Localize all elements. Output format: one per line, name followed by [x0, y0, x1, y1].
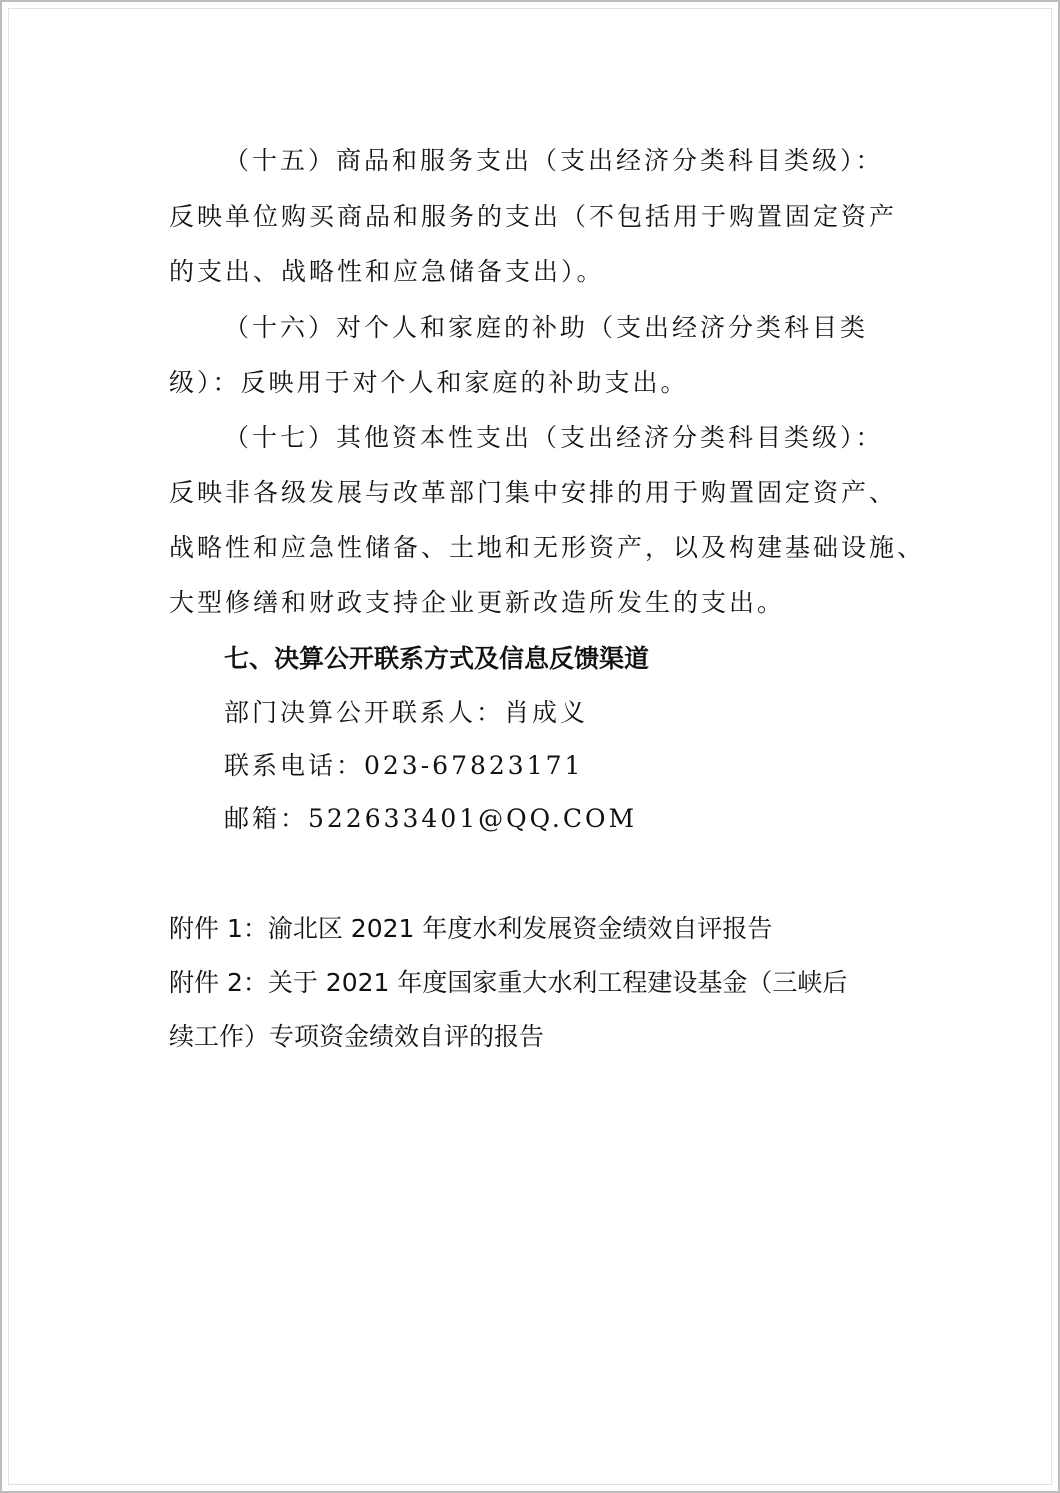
attachment-2-line-2: 续工作）专项资金绩效自评的报告: [169, 1022, 545, 1051]
item-17-line-3: 战略性和应急性储备、土地和无形资产，以及构建基础设施、: [169, 533, 926, 562]
attachment-2-line-1: 附件 2：关于 2021 年度国家重大水利工程建设基金（三峡后: [169, 968, 848, 997]
contact-phone: 联系电话：023-67823171: [224, 751, 584, 780]
item-15-line-1: （十五）商品和服务支出（支出经济分类科目类级）：: [224, 146, 884, 175]
section-heading: 七、决算公开联系方式及信息反馈渠道: [224, 644, 650, 673]
item-16-line-1: （十六）对个人和家庭的补助（支出经济分类科目类: [224, 313, 869, 342]
item-15-line-3: 的支出、战略性和应急储备支出）。: [169, 257, 605, 286]
item-16-line-2: 级）：反映用于对个人和家庭的补助支出。: [169, 368, 689, 397]
item-17-line-2: 反映非各级发展与改革部门集中安排的用于购置固定资产、: [169, 478, 898, 507]
attachment-1: 附件 1：渝北区 2021 年度水利发展资金绩效自评报告: [169, 914, 773, 943]
item-15-line-2: 反映单位购买商品和服务的支出（不包括用于购置固定资产: [169, 202, 898, 231]
contact-email: 邮箱：522633401@QQ.COM: [224, 804, 638, 833]
contact-person: 部门决算公开联系人：肖成义: [224, 698, 589, 727]
item-17-line-4: 大型修缮和财政支持企业更新改造所发生的支出。: [169, 588, 786, 617]
item-17-line-1: （十七）其他资本性支出（支出经济分类科目类级）：: [224, 423, 884, 452]
